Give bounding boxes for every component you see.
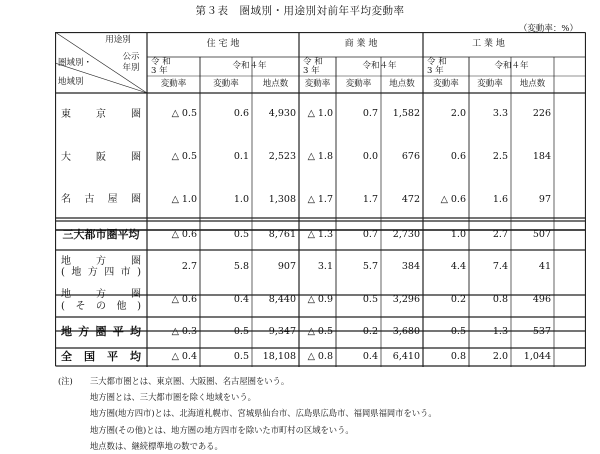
value-cell: 0.2 [450,294,466,306]
year-r4-0: 令和４年 [232,61,267,72]
value-cell: 3.1 [317,260,333,272]
col-hendo-r3-0: 変動率 [160,78,187,89]
value-cell: 0.8 [492,294,508,306]
row-label-2 [55,179,147,221]
col-chiten-0: 地点数 [262,78,289,89]
value-cell: △ 0.3 [171,326,197,338]
value-cell: 0.5 [233,326,249,338]
value-cell: 3,296 [392,294,420,306]
label-char: 市 [120,267,131,278]
value-cell: 472 [401,193,420,205]
row-label-4 [55,250,147,284]
data-table [55,32,586,367]
year-r3-line1: 令 和 [427,57,447,67]
value-cell: 0.7 [362,229,378,241]
row-label-6 [55,317,147,348]
label-char: 地 [61,289,71,300]
value-cell: △ 1.0 [307,108,333,120]
value-cell: 1,308 [268,193,296,205]
year-r3-0 [147,57,200,77]
note-text: 三大都市圏とは、東京圏、大阪圏、名古屋圏をいう。 [90,376,290,386]
value-cell: 7.4 [492,260,508,272]
note-row [58,373,437,389]
label-char: ) [137,300,141,312]
value-cell: 184 [532,151,551,163]
group-title-1: 商 業 地 [344,39,378,50]
label-char: 均 [130,325,141,339]
value-cell: △ 0.6 [171,229,197,241]
year-r3-2 [423,57,469,77]
value-cell: 384 [401,260,420,272]
row-label-main [61,289,141,301]
label-char: の [96,300,106,312]
row-label-sub [61,301,141,313]
value-cell: 0.5 [450,326,466,338]
value-cell: 3,680 [392,326,420,338]
value-cell: 0.5 [233,229,249,241]
col-chiten-1: 地点数 [389,78,415,89]
value-cell: 8,761 [268,229,296,241]
year-r3-line1: 令 和 [151,57,171,67]
note-row [58,422,437,438]
label-char: 圏 [95,325,107,339]
value-cell: 5.7 [362,260,378,272]
label-char: 地 [71,267,82,278]
value-cell: 0.5 [362,294,378,306]
value-cell: 0.7 [362,108,378,120]
notes [58,373,437,454]
value-cell: 1.0 [233,193,249,205]
value-cell: 4,930 [268,108,296,120]
value-cell: 676 [401,151,420,163]
label-char: 地 [61,255,71,267]
label-char: 地 [61,325,72,339]
note-text: 地方圏(その他)とは、地方圏の地方四市を除いた市町村の区域をいう。 [90,424,354,435]
label-char: 古 [84,194,95,206]
value-cell: 41 [538,260,551,272]
value-cell: △ 1.3 [307,229,333,241]
label-char: 阪 [96,151,106,163]
label-char: 圏 [131,255,141,267]
value-cell: 97 [538,193,551,205]
label-char: 京 [96,108,106,120]
label-char: 四 [104,267,115,278]
row-label-main [61,256,141,268]
row-label-5 [55,284,147,317]
value-cell: △ 1.8 [307,151,333,163]
note-mark [58,405,90,421]
value-cell: 496 [532,294,551,306]
year-r3-line2: 3 年 [303,66,320,76]
value-cell: 2.7 [181,260,197,272]
label-char: 平 [107,349,118,363]
note-row [58,405,437,421]
value-cell: △ 0.5 [171,108,197,120]
label-char: 圏 [130,194,141,206]
label-char: 圏 [131,108,141,120]
note-mark: (注) [58,376,73,386]
label-char: 方 [78,325,90,339]
label-char: ) [137,267,141,278]
header-kouji: 公示 [122,52,140,63]
note-text: 地方圏とは、三大都市圏を除く地域をいう。 [90,392,256,403]
value-cell: 0.5 [233,350,249,362]
label-char: 名 [61,194,71,206]
header-ikibetsu: 圏域別・ [58,58,93,69]
label-char: 大 [61,151,71,163]
value-cell: 0.4 [362,350,378,362]
group-title-2: 工 業 地 [472,39,505,50]
value-cell: 0.8 [450,350,466,362]
value-cell: 1,044 [523,350,551,362]
value-cell: △ 0.4 [171,350,197,362]
value-cell: 2,730 [392,229,420,241]
value-cell: △ 0.9 [307,294,333,306]
note-mark [58,389,90,405]
value-cell: 537 [532,326,551,338]
value-cell: 0.4 [233,294,249,306]
value-cell: 9,347 [268,326,296,338]
label-char: 圏 [131,151,141,163]
value-cell: 1,582 [392,108,420,120]
value-cell: 2.7 [492,229,508,241]
label-char: 他 [116,300,127,312]
row-label-3 [55,221,147,250]
col-hendo-r4-2: 変動率 [477,78,503,89]
col-hendo-r3-1: 変動率 [304,78,331,89]
value-cell: 907 [277,260,296,272]
value-cell: 4.4 [450,260,466,272]
value-cell: 5.8 [233,260,249,272]
col-hendo-r4-1: 変動率 [345,78,372,89]
label-char: 三大都市圏平均 [62,228,140,242]
label-char: そ [75,300,86,312]
label-char: ( [61,267,65,278]
group-title-0: 住 宅 地 [206,39,240,50]
value-cell: 2,523 [268,151,296,163]
year-r3-line2: 3 年 [427,66,444,76]
value-cell: 2.5 [492,151,508,163]
note-row [58,438,437,454]
label-char: 方 [96,289,106,300]
row-label-sub [61,267,141,279]
label-char: 圏 [131,289,141,300]
col-hendo-r3-2: 変動率 [433,78,459,89]
col-chiten-2: 地点数 [519,78,546,89]
year-r3-1 [299,57,336,77]
year-r3-line1: 令 和 [303,57,323,67]
row-label-1 [55,136,147,179]
year-r4-2: 令和４年 [494,61,529,72]
value-cell: 0.2 [362,326,378,338]
value-cell: 0.0 [362,151,378,163]
value-cell: 2.0 [450,108,466,120]
note-mark [58,438,90,454]
value-cell: 1.6 [492,193,508,205]
header-youto: 用途別 [105,35,131,46]
header-nenbetsu: 年別 [122,63,140,74]
note-mark [58,422,90,438]
row-label-7 [55,348,147,366]
row-label-0 [55,93,147,136]
value-cell: 6,410 [392,350,420,362]
label-char: 全 [61,349,72,363]
value-cell: 507 [532,229,551,241]
note-text: 地方圏(地方四市)とは、北海道札幌市、宮城県仙台市、広島県広島市、福岡県福岡市をいう。 [90,408,437,419]
value-cell: △ 0.6 [171,294,197,306]
table-title: 第３表 圏域別・用途別対前年平均変動率 [195,5,405,17]
value-cell: 8,440 [268,294,296,306]
value-cell: △ 0.5 [307,326,333,338]
value-cell: △ 0.6 [440,193,466,205]
label-char: 屋 [107,194,118,206]
value-cell: 2.0 [492,350,508,362]
value-cell: △ 0.5 [171,151,197,163]
label-char: 国 [84,349,95,363]
value-cell: 0.6 [233,108,249,120]
value-cell: △ 0.8 [307,350,333,362]
year-r4-1: 令和４年 [362,61,397,72]
label-char: 東 [61,108,71,120]
value-cell: 0.1 [233,151,249,163]
header-chiiki: 地域別 [58,77,84,88]
value-cell: 1.3 [492,326,508,338]
col-hendo-r4-0: 変動率 [213,78,239,89]
year-r3-line2: 3 年 [151,66,168,76]
label-char: 方 [87,267,98,278]
value-cell: 1.7 [362,193,378,205]
value-cell: △ 1.0 [171,193,197,205]
value-cell: 3.3 [492,108,508,120]
value-cell: 1.0 [450,229,466,241]
label-char: 方 [96,255,106,267]
value-cell: △ 1.7 [307,193,333,205]
label-char: 平 [112,325,124,339]
value-cell: 18,108 [262,350,296,362]
label-char: 均 [130,349,141,363]
note-row [58,389,437,405]
note-text: 地点数は、継続標準地の数である。 [90,440,223,451]
unit-label: （変動率：%） [518,24,578,34]
value-cell: 0.6 [450,151,466,163]
value-cell: 226 [532,108,551,120]
label-char: ( [61,300,65,312]
